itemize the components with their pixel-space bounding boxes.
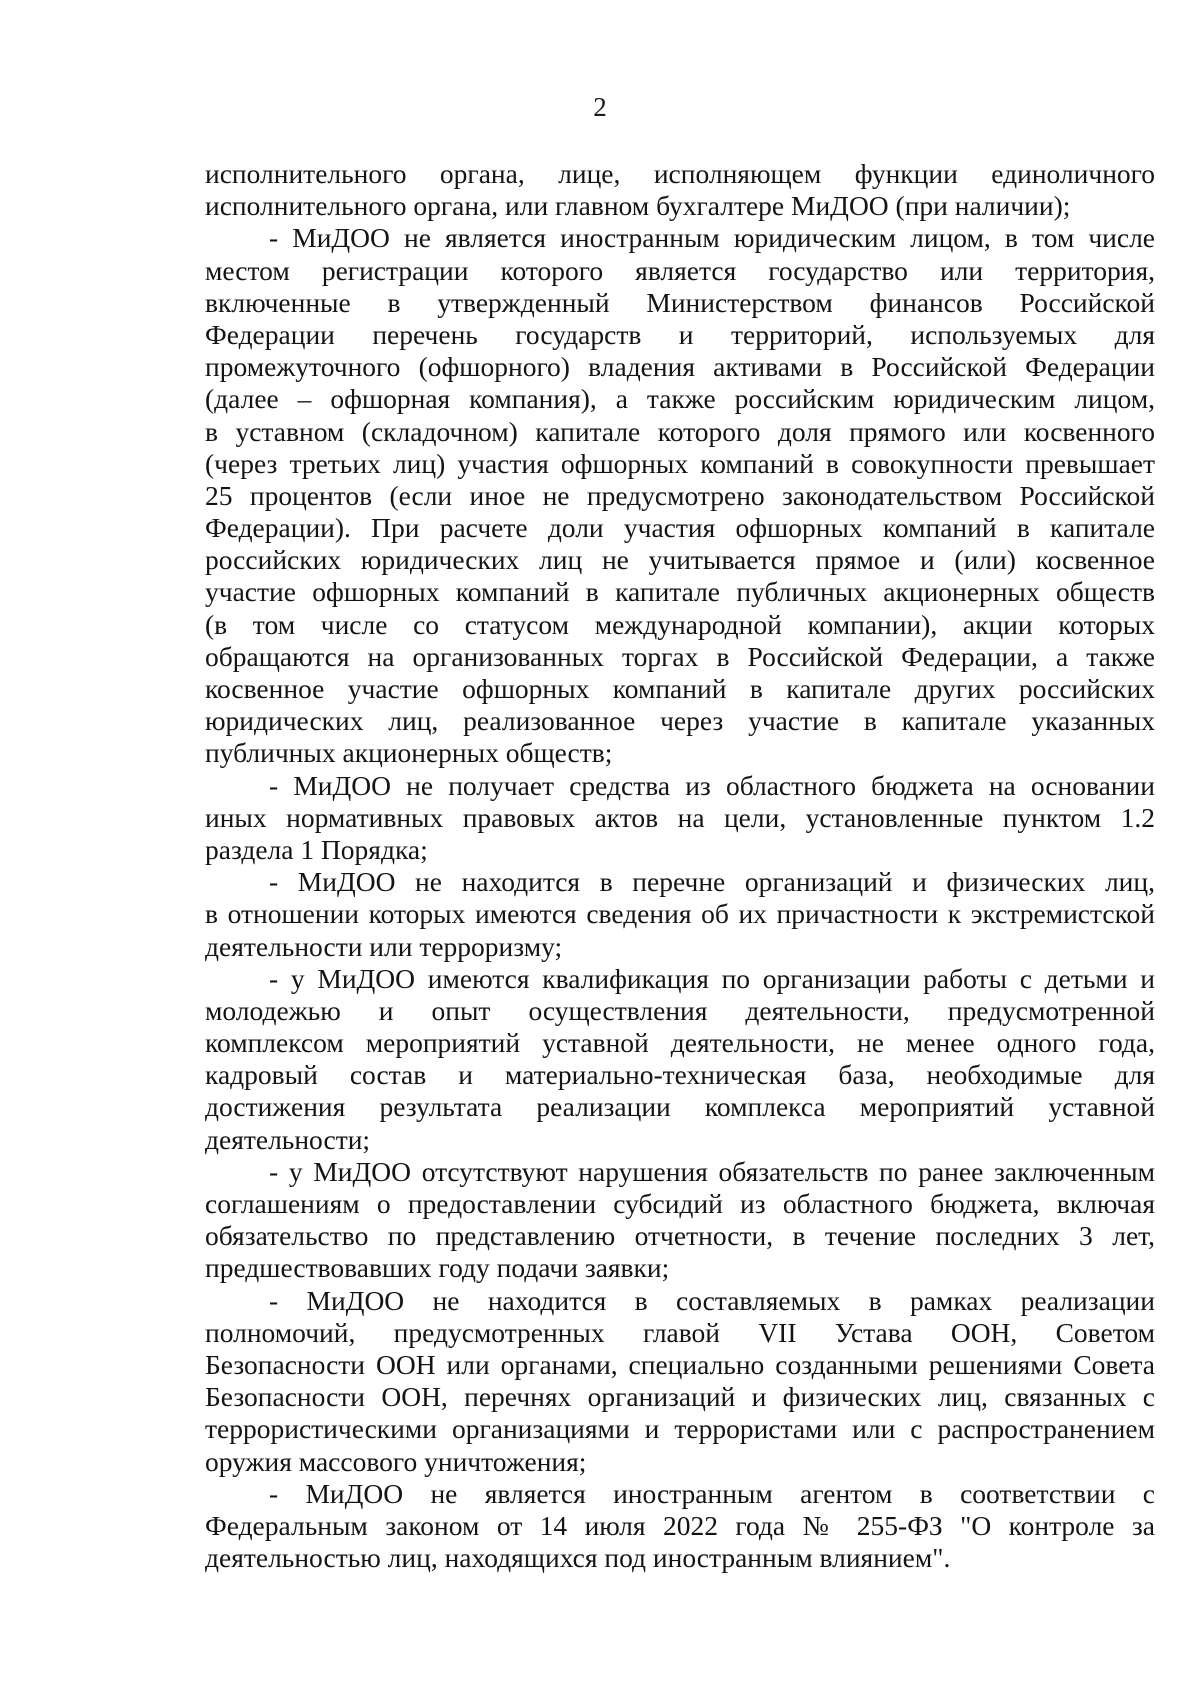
text-line: - у МиДОО имеются квалификация по организации работы с детьми и xyxy=(269,962,1155,994)
text-line: 25 процентов (если иное не предусмотрено законодательством Российской xyxy=(205,479,1155,511)
text-line: Безопасности ООН, перечнях организаций и физических лиц, связанных с xyxy=(205,1381,1155,1413)
paragraph xyxy=(205,866,1155,963)
text-line: - МиДОО не является иностранным агентом в соответствии с xyxy=(269,1477,1155,1509)
text-line: местом регистрации которого является государство или территория, xyxy=(205,254,1155,286)
text-line: - МиДОО не получает средства из областного бюджета на основании xyxy=(269,769,1155,801)
text-line: публичных акционерных обществ; xyxy=(205,737,613,769)
text-line: достижения результата реализации комплекса мероприятий уставной xyxy=(205,1091,1155,1123)
text-line: Федерации). При расчете доли участия офшорных компаний в капитале xyxy=(205,512,1155,544)
text-line: участие офшорных компаний в капитале публичных акционерных обществ xyxy=(205,576,1155,608)
text-line: (далее – офшорная компания), а также российским юридическим лицом, xyxy=(205,383,1155,415)
document-body xyxy=(205,158,1155,1574)
text-line: исполнительного органа, или главном бухгалтере МиДОО (при наличии); xyxy=(205,190,1071,222)
text-line: деятельности; xyxy=(205,1123,371,1155)
text-line: в уставном (складочном) капитале которого доля прямого или косвенного xyxy=(205,415,1155,447)
text-line: комплексом мероприятий уставной деятельности, не менее одного года, xyxy=(205,1027,1155,1059)
paragraph xyxy=(205,1285,1155,1478)
text-line: косвенное участие офшорных компаний в капитале других российских xyxy=(205,673,1155,704)
paragraph xyxy=(205,770,1155,867)
text-line: кадровый состав и материально-техническая база, необходимые для xyxy=(205,1059,1155,1091)
text-line: террористическими организациями и террористами или с распространением xyxy=(205,1413,1155,1445)
text-line: - МиДОО не является иностранным юридическим лицом, в том числе xyxy=(269,222,1155,254)
text-line: деятельности или терроризму; xyxy=(205,930,563,962)
text-line: Федеральным законом от 14 июля 2022 года № 255-ФЗ "О контроле за xyxy=(205,1509,1155,1541)
text-line: юридических лиц, реализованное через участие в капитале указанных xyxy=(205,705,1155,737)
paragraph xyxy=(205,1156,1155,1285)
paragraph xyxy=(205,158,1155,222)
text-line: оружия массового уничтожения; xyxy=(205,1445,587,1477)
text-line: (в том числе со статусом международной компании), акции которых xyxy=(205,608,1155,640)
text-line: промежуточного (офшорного) владения активами в Российской Федерации xyxy=(205,351,1155,383)
text-line: иных нормативных правовых актов на цели, установленные пунктом 1.2 xyxy=(205,801,1155,833)
text-line: российских юридических лиц не учитывается прямое и (или) косвенное xyxy=(205,544,1155,576)
text-line: включенные в утвержденный Министерством финансов Российской xyxy=(205,286,1155,318)
text-line: Федерации перечень государств и территорий, используемых для xyxy=(205,318,1155,350)
paragraph xyxy=(205,963,1155,1156)
text-line: - МиДОО не находится в перечне организаций и физических лиц, xyxy=(269,866,1155,898)
text-line: обязательство по представлению отчетности, в течение последних 3 лет, xyxy=(205,1220,1155,1252)
text-line: соглашениям о предоставлении субсидий из областного бюджета, включая xyxy=(205,1188,1155,1219)
text-line: исполнительного органа, лице, исполняющем функции единоличного xyxy=(205,158,1155,189)
paragraph xyxy=(205,1478,1155,1575)
text-line: молодежью и опыт осуществления деятельности, предусмотренной xyxy=(205,994,1155,1026)
text-line: деятельностью лиц, находящихся под иностранным влиянием". xyxy=(205,1542,951,1574)
text-line: Безопасности ООН или органами, специально созданными решениями Совета xyxy=(205,1348,1155,1380)
paragraph xyxy=(205,222,1155,769)
text-line: полномочий, предусмотренных главой VII Устава ООН, Советом xyxy=(205,1316,1155,1348)
text-line: в отношении которых имеются сведения об их причастности к экстремистской xyxy=(205,898,1155,930)
text-line: - у МиДОО отсутствуют нарушения обязательств по ранее заключенным xyxy=(269,1155,1155,1187)
text-line: предшествовавших году подачи заявки; xyxy=(205,1252,670,1284)
text-line: обращаются на организованных торгах в Российской Федерации, а также xyxy=(205,640,1155,672)
text-line: - МиДОО не находится в составляемых в рамках реализации xyxy=(269,1284,1155,1316)
page-number: 2 xyxy=(593,92,607,122)
text-line: (через третьих лиц) участия офшорных компаний в совокупности превышает xyxy=(205,447,1155,479)
text-line: раздела 1 Порядка; xyxy=(205,833,428,865)
